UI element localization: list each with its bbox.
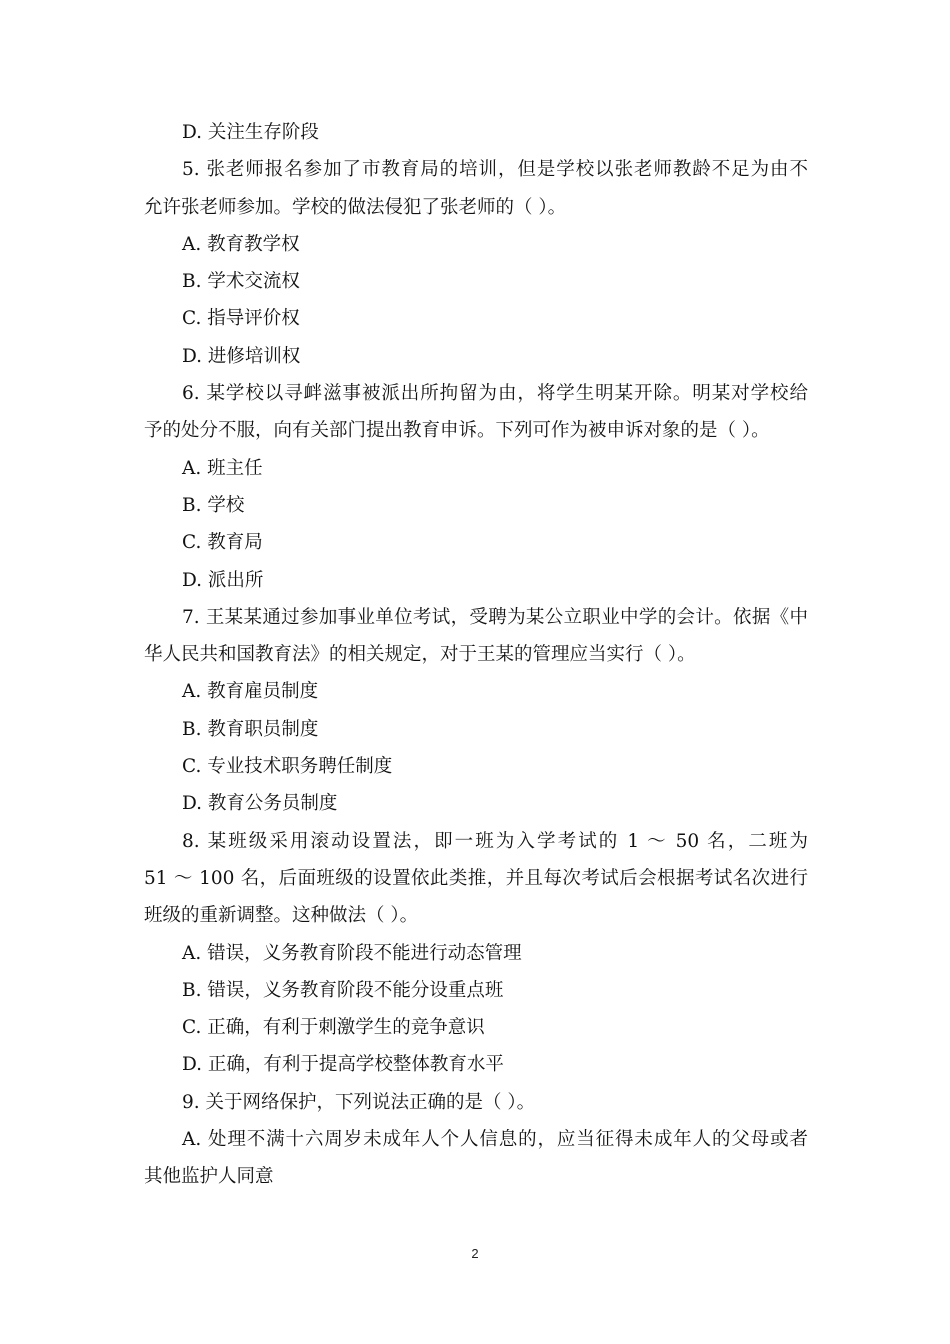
option-7c: C. 专业技术职务聘任制度 [182, 756, 393, 778]
option-9a-line-2: 其他监护人同意 [144, 1166, 274, 1188]
question-8-line-1: 8. 某班级采用滚动设置法，即一班为入学考试的 1 ～ 50 名，二班为 [182, 830, 808, 852]
option-8d: D. 正确，有利于提高学校整体教育水平 [182, 1054, 504, 1076]
option-6b: B. 学校 [182, 494, 245, 516]
option-7a: A. 教育雇员制度 [182, 681, 319, 703]
option-8c: C. 正确，有利于刺激学生的竞争意识 [182, 1017, 485, 1039]
option-7b: B. 教育职员制度 [182, 718, 319, 740]
page-number: 2 [471, 1246, 479, 1261]
option-6a: A. 班主任 [182, 457, 263, 479]
option-8a: A. 错误，义务教育阶段不能进行动态管理 [182, 942, 522, 964]
question-7-line-2: 华人民共和国教育法》的相关规定，对于王某的管理应当实行（ ）。 [144, 644, 696, 666]
question-6-line-2: 予的处分不服，向有关部门提出教育申诉。下列可作为被申诉对象的是（ ）。 [144, 420, 770, 442]
option-6c: C. 教育局 [182, 532, 263, 554]
page-body [144, 114, 808, 1196]
question-5-line-2: 允许张老师参加。学校的做法侵犯了张老师的（ ）。 [144, 196, 567, 218]
option-7d: D. 教育公务员制度 [182, 793, 338, 815]
option-6d: D. 派出所 [182, 569, 264, 591]
question-8-line-2: 51 ～ 100 名，后面班级的设置依此类推，并且每次考试后会根据考试名次进行 [144, 867, 808, 889]
question-5-line-1: 5. 张老师报名参加了市教育局的培训，但是学校以张老师教龄不足为由不 [182, 159, 808, 181]
option-9a-line-1: A. 处理不满十六周岁未成年人个人信息的，应当征得未成年人的父母或者 [182, 1129, 808, 1151]
option-5c: C. 指导评价权 [182, 308, 300, 330]
question-7-line-1: 7. 王某某通过参加事业单位考试，受聘为某公立职业中学的会计。依据《中 [182, 606, 808, 628]
question-6-line-1: 6. 某学校以寻衅滋事被派出所拘留为由，将学生明某开除。明某对学校给 [182, 383, 808, 405]
question-9: 9. 关于网络保护，下列说法正确的是（ ）。 [182, 1091, 536, 1113]
option-8b: B. 错误，义务教育阶段不能分设重点班 [182, 979, 504, 1001]
option-5b: B. 学术交流权 [182, 271, 300, 293]
option-5d: D. 进修培训权 [182, 345, 301, 367]
option-5a: A. 教育教学权 [182, 233, 300, 255]
question-8-line-3: 班级的重新调整。这种做法（ ）。 [144, 905, 419, 927]
option-4d: D. 关注生存阶段 [182, 122, 319, 143]
